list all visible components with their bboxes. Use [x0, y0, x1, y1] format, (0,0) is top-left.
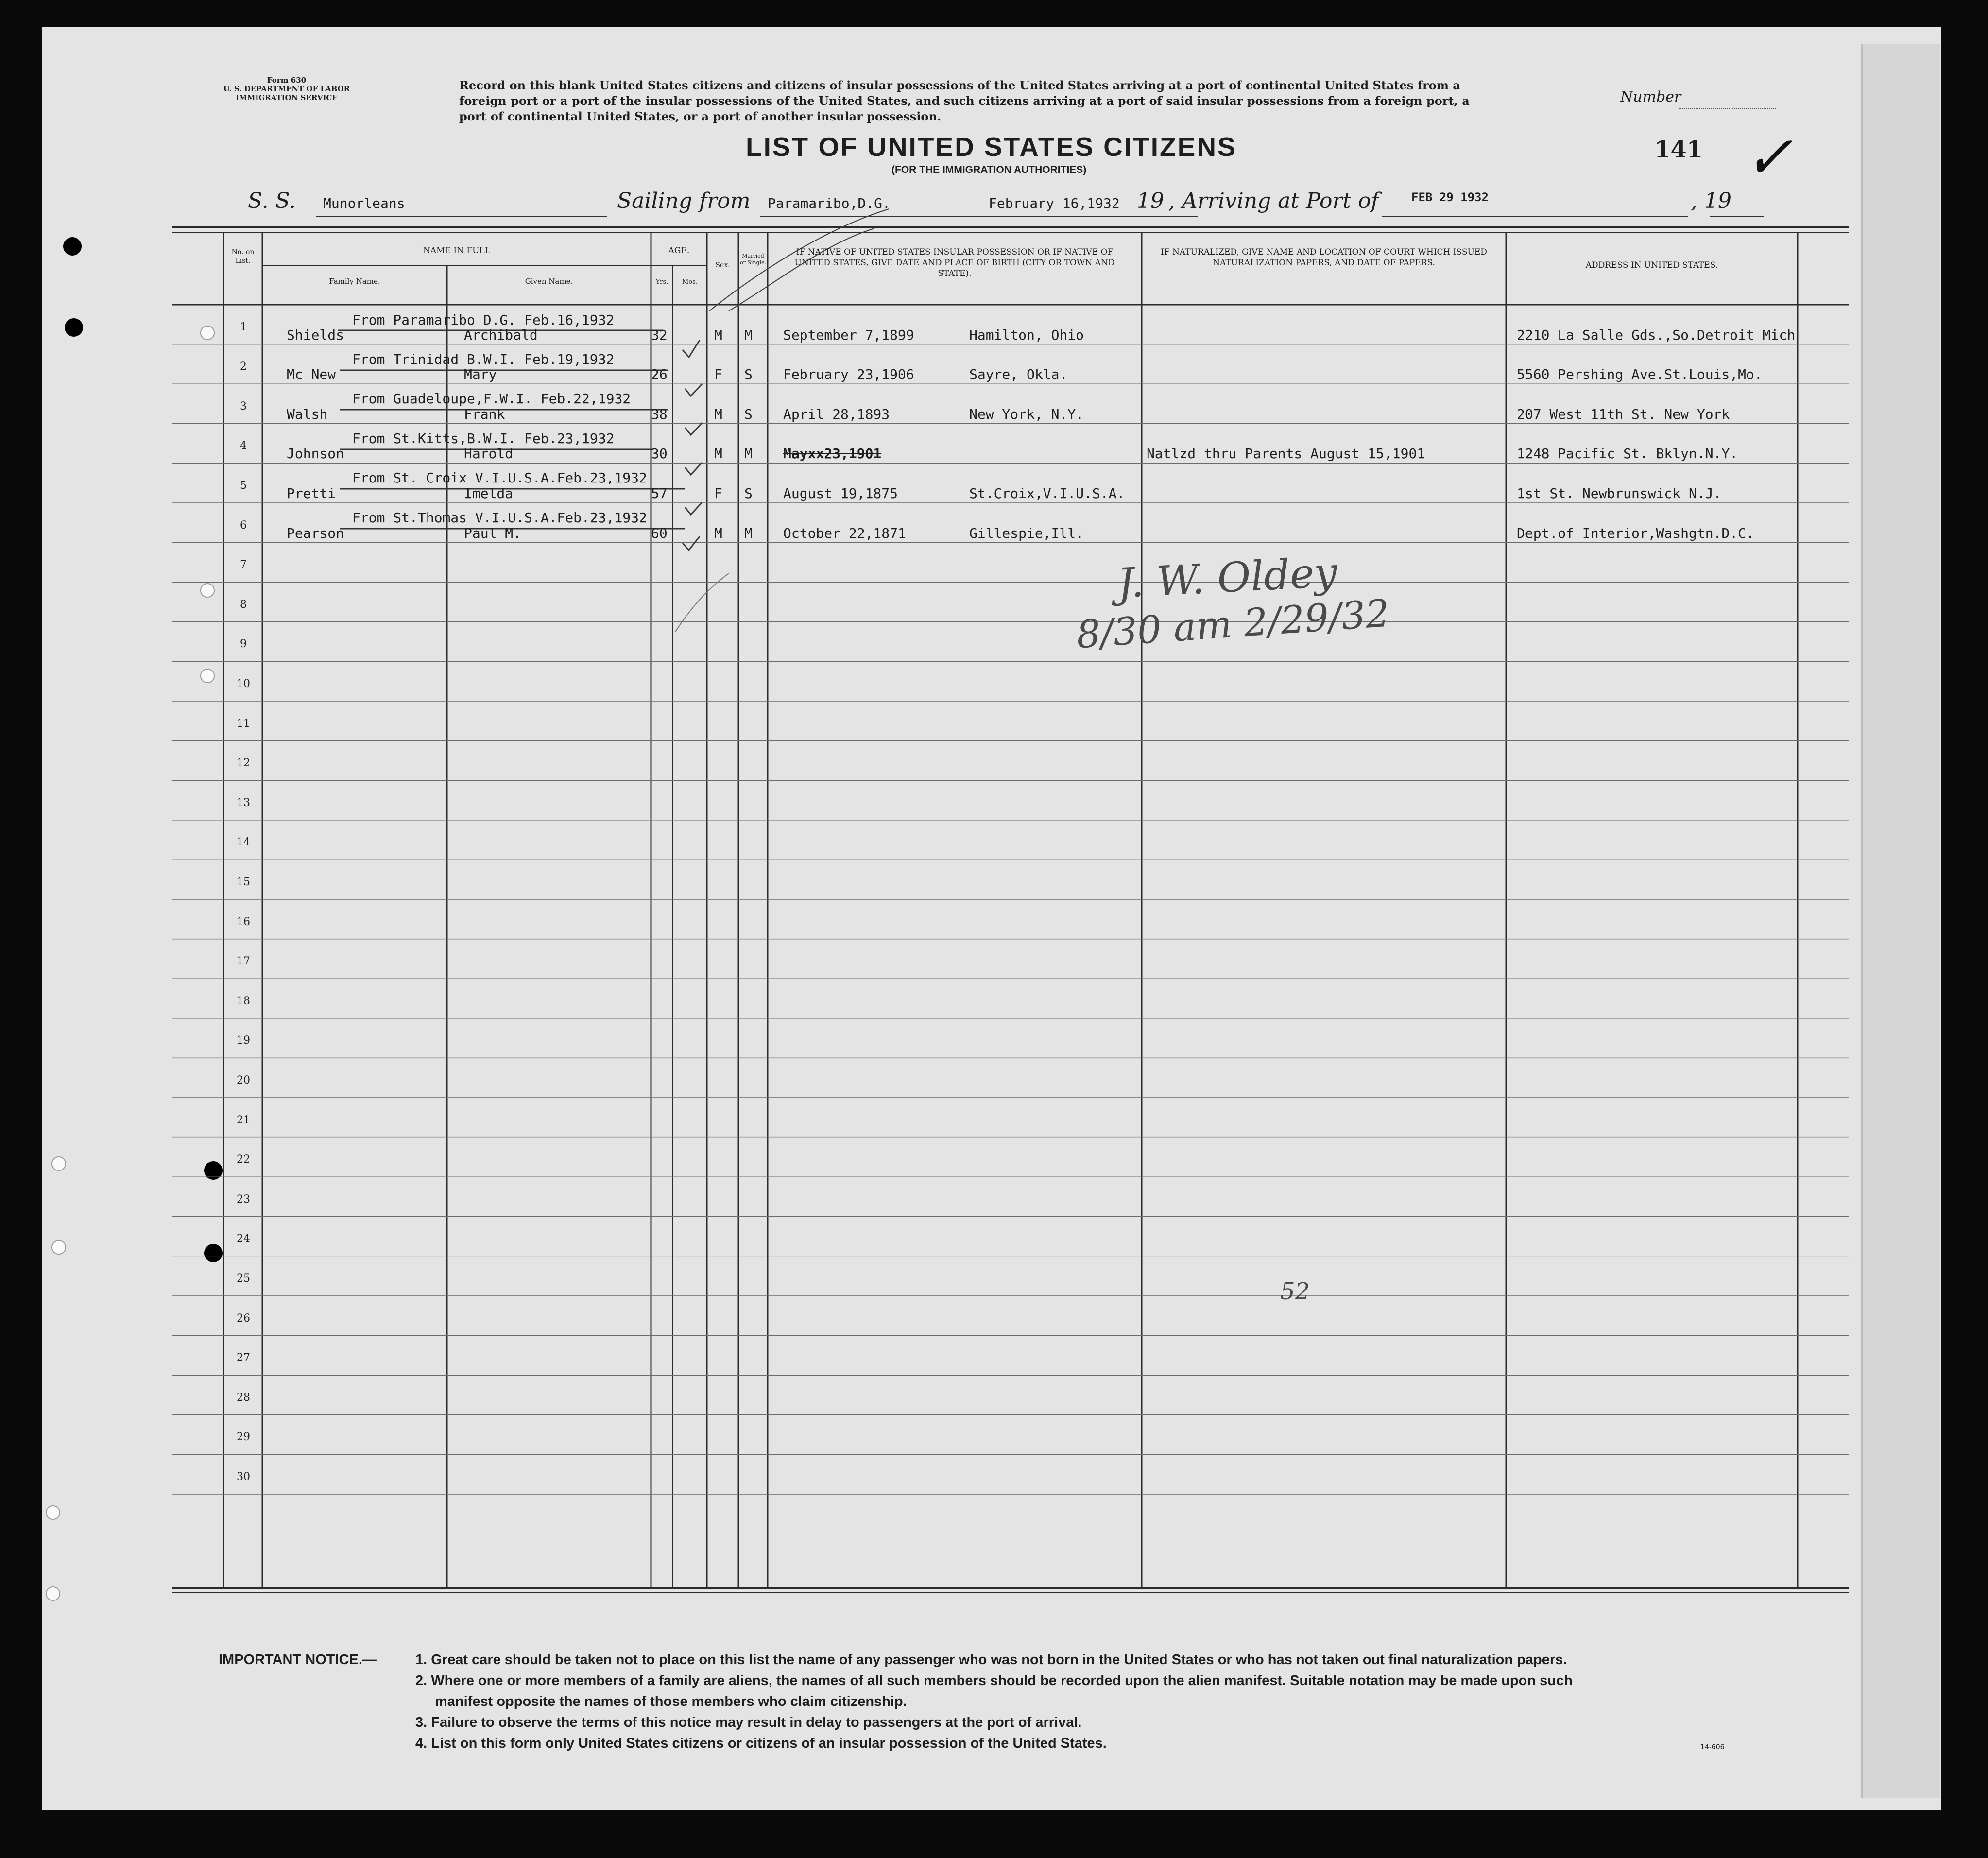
passenger-birth-date: April 28,1893 — [783, 406, 890, 422]
row-number: 6 — [240, 519, 247, 532]
header-family-name: Family Name. — [329, 277, 380, 286]
header-name-in-full: NAME IN FULL — [423, 246, 491, 256]
passenger-birth-place: Sayre, Okla. — [969, 366, 1068, 383]
handwritten-signature: J. W. Oldey — [1116, 548, 1338, 607]
row-number: 12 — [237, 757, 250, 770]
passenger-given-name: Frank — [464, 406, 505, 422]
row-number: 24 — [237, 1233, 250, 1245]
passenger-birth-place: Gillespie,Ill. — [969, 525, 1084, 541]
sailing-label: Sailing from — [617, 189, 751, 213]
passenger-age: 30 — [651, 446, 668, 462]
passenger-given-name: Imelda — [464, 485, 514, 501]
row-number: 1 — [240, 321, 247, 333]
row-number: 23 — [237, 1193, 250, 1205]
passenger-age: 32 — [651, 327, 668, 343]
header-yrs: Yrs. — [655, 278, 668, 286]
arrival-stamp: FEB 29 1932 — [1411, 190, 1489, 204]
department-name: U. S. DEPARTMENT OF LABOR — [223, 85, 350, 93]
header-given-name: Given Name. — [525, 277, 573, 286]
handwritten-date-note: 8/30 am 2/29/32 — [1075, 591, 1391, 657]
route-subheader: From St.Kitts,B.W.I. Feb.23,1932 — [352, 430, 615, 447]
row-number: 7 — [240, 559, 247, 571]
route-subheader: From Guadeloupe,F.W.I. Feb.22,1932 — [352, 391, 631, 407]
row-number: 11 — [237, 717, 250, 730]
page-subtitle: (FOR THE IMMIGRATION AUTHORITIES) — [891, 164, 1087, 175]
row-number: 16 — [237, 915, 250, 928]
passenger-given-name: Archibald — [464, 327, 538, 343]
number-label: Number — [1620, 88, 1681, 105]
passenger-address: 207 West 11th St. New York — [1517, 406, 1730, 422]
sailing-year-suffix: 19 — [1137, 189, 1164, 213]
passenger-sex: M — [714, 525, 722, 541]
route-subheader: From St. Croix V.I.U.S.A.Feb.23,1932 — [352, 470, 647, 486]
passenger-family-name: Pretti — [287, 485, 336, 501]
notice-item-3: 3. Failure to observe the terms of this notice may result in delay to passengers at the port of arrival. — [415, 1715, 1082, 1730]
passenger-address: Dept.of Interior,Washgtn.D.C. — [1517, 525, 1754, 541]
header-birth: IF NATIVE OF UNITED STATES INSULAR POSSESSION OR IF NATIVE OF UNITED STATES, GIVE DATE AND PLACE OF BIRTH (CITY OR TOWN AND STATE). — [794, 247, 1115, 278]
handwritten-mark: 52 — [1280, 1278, 1310, 1305]
route-subheader: From Paramaribo D.G. Feb.16,1932 — [352, 312, 615, 328]
row-number: 15 — [237, 876, 250, 888]
passenger-address: 1248 Pacific St. Bklyn.N.Y. — [1517, 446, 1738, 462]
passenger-family-name: Johnson — [287, 446, 344, 462]
row-number: 27 — [237, 1352, 250, 1364]
service-name: IMMIGRATION SERVICE — [236, 93, 338, 102]
row-number: 18 — [237, 995, 250, 1007]
passenger-marital-status: S — [744, 366, 753, 383]
passenger-sex: F — [714, 366, 722, 383]
row-number: 5 — [240, 480, 247, 492]
row-number: 17 — [237, 955, 250, 968]
row-number: 3 — [240, 400, 247, 413]
header-naturalized: IF NATURALIZED, GIVE NAME AND LOCATION OF COURT WHICH ISSUED NATURALIZATION PAPERS, AND DATE OF PAPERS. — [1161, 247, 1487, 268]
row-number: 14 — [237, 836, 250, 849]
notice-heading: IMPORTANT NOTICE.— — [219, 1652, 377, 1668]
instruction-line: Record on this blank United States citizens and citizens of insular possessions of the United States arriving at a port of continental United States from a — [459, 78, 1460, 92]
route-subheader: From St.Thomas V.I.U.S.A.Feb.23,1932 — [352, 510, 647, 526]
passenger-sex: F — [714, 485, 722, 501]
passenger-address: 1st St. Newbrunswick N.J. — [1517, 485, 1722, 501]
check-mark: ✓ — [1744, 124, 1793, 191]
row-number: 21 — [237, 1114, 250, 1126]
row-number: 2 — [240, 361, 247, 373]
header-married: Married or Single. — [739, 253, 767, 266]
sailing-date: February 16,1932 — [989, 195, 1120, 211]
arriving-label: , Arriving at Port of — [1168, 189, 1379, 213]
row-number: 4 — [240, 440, 247, 452]
notice-form-code: 14-606 — [1700, 1743, 1725, 1751]
row-number: 30 — [237, 1471, 250, 1483]
passenger-naturalization: Natlzd thru Parents August 15,1901 — [1147, 446, 1425, 462]
row-number: 20 — [237, 1074, 250, 1086]
route-subheader: From Trinidad B.W.I. Feb.19,1932 — [352, 351, 615, 367]
header-age: AGE. — [668, 246, 690, 256]
header-no: No. on List. — [231, 248, 255, 265]
passenger-marital-status: M — [744, 446, 753, 462]
row-number: 22 — [237, 1153, 250, 1166]
instruction-line: port of continental United States, or a port of another insular possession. — [459, 109, 942, 123]
passenger-birth-place: St.Croix,V.I.U.S.A. — [969, 485, 1125, 501]
passenger-sex: M — [714, 406, 722, 422]
passenger-given-name: Paul M. — [464, 525, 522, 541]
row-number: 19 — [237, 1034, 250, 1047]
passenger-sex: M — [714, 327, 722, 343]
header-sex: Sex. — [715, 261, 730, 269]
passenger-given-name: Harold — [464, 446, 514, 462]
passenger-birth-place: Hamilton, Ohio — [969, 327, 1084, 343]
passenger-age: 60 — [651, 525, 668, 541]
passenger-birth-date: September 7,1899 — [783, 327, 914, 343]
passenger-marital-status: M — [744, 327, 753, 343]
notice-item-2: 2. Where one or more members of a family are aliens, the names of all such members should be recorded upon the alien manifest. Suitable notation may be made upon such — [415, 1673, 1573, 1688]
passenger-marital-status: S — [744, 406, 753, 422]
passenger-age: 38 — [651, 406, 668, 422]
row-number: 25 — [237, 1273, 250, 1285]
page-title: LIST OF UNITED STATES CITIZENS — [746, 132, 1237, 162]
passenger-birth-place: New York, N.Y. — [969, 406, 1084, 422]
row-number: 28 — [237, 1391, 250, 1404]
notice-item-2-cont: manifest opposite the names of those members who claim citizenship. — [435, 1694, 907, 1709]
passenger-family-name: Walsh — [287, 406, 328, 422]
notice-item-1: 1. Great care should be taken not to place on this list the name of any passenger who was not born in the United States or who has not taken out final naturalization papers. — [415, 1652, 1567, 1668]
row-number: 29 — [237, 1431, 250, 1444]
passenger-age: 57 — [651, 485, 668, 501]
passenger-sex: M — [714, 446, 722, 462]
passenger-family-name: Mc New — [287, 366, 336, 383]
instruction-line: foreign port or a port of the insular possessions of the United States, and such citizens arriving at a port of said insular possessions from a foreign port, a — [459, 94, 1470, 108]
row-number: 10 — [237, 678, 250, 690]
passenger-address: 5560 Pershing Ave.St.Louis,Mo. — [1517, 366, 1763, 383]
header-address: ADDRESS IN UNITED STATES. — [1585, 260, 1718, 270]
ship-name: Munorleans — [323, 195, 405, 211]
passenger-marital-status: S — [744, 485, 753, 501]
passenger-birth-date: August 19,1875 — [783, 485, 898, 501]
passenger-family-name: Pearson — [287, 525, 344, 541]
passenger-birth-date: October 22,1871 — [783, 525, 906, 541]
passenger-given-name: Mary — [464, 366, 497, 383]
form-number: Form 630 — [267, 76, 307, 85]
row-number: 13 — [237, 796, 250, 809]
sailing-port: Paramaribo,D.G. — [768, 195, 891, 211]
passenger-marital-status: M — [744, 525, 753, 541]
passenger-age: 26 — [651, 366, 668, 383]
header-mos: Mos. — [682, 278, 698, 286]
passenger-family-name: Shields — [287, 327, 344, 343]
passenger-birth-date: February 23,1906 — [783, 366, 914, 383]
arrival-year: , 19 — [1691, 189, 1731, 213]
page-number: 141 — [1654, 136, 1703, 163]
row-number: 26 — [237, 1312, 250, 1325]
notice-item-4: 4. List on this form only United States citizens or citizens of an insular possession of the United States. — [415, 1736, 1107, 1751]
row-number: 8 — [240, 598, 247, 611]
passenger-birth-date: Mayxx23,1901 — [783, 446, 882, 462]
row-number: 9 — [240, 638, 247, 651]
passenger-address: 2210 La Salle Gds.,So.Detroit Mich — [1517, 327, 1796, 343]
ss-label: S. S. — [248, 189, 296, 213]
